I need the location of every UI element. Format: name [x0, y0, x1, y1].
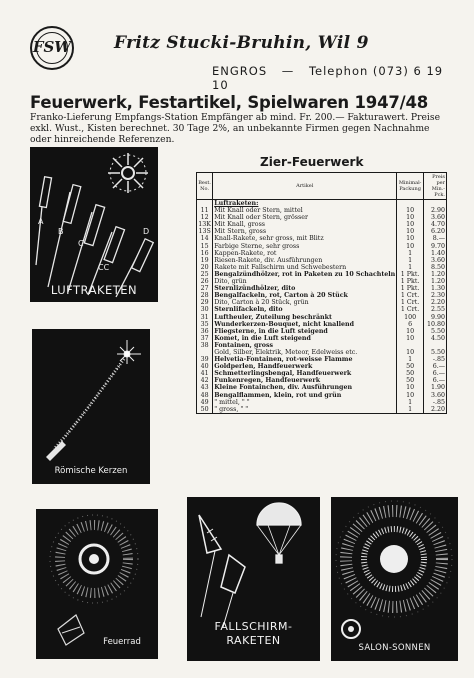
telephone: Telephon (073) 6 19 10	[212, 64, 444, 92]
salon-sun-drawing	[331, 497, 458, 661]
table-row	[197, 235, 447, 242]
cell-min: 10	[397, 235, 424, 242]
cell-nr: 26	[197, 278, 213, 285]
cell-article: Sternlifackeln, dito	[213, 306, 397, 313]
cell-min: 50	[397, 377, 424, 384]
rocket-letter-cc: CC	[98, 263, 110, 272]
cell-nr: 41	[197, 370, 213, 377]
cell-article: Mit Knall oder Stern, mittel	[213, 207, 397, 214]
company-name: Fritz Stucki-Bruhin, Wil 9	[114, 33, 369, 53]
sun-burst-icon	[336, 501, 452, 617]
logo-monogram: FSW	[32, 38, 72, 56]
table-row	[197, 392, 447, 399]
cell-price: 4.50	[423, 335, 446, 342]
cell-article: Funkenregen, Handfeuerwerk	[213, 377, 397, 384]
header-price: Preis per Min.-Pck.	[423, 173, 446, 200]
rocket-letter-d: D	[143, 227, 150, 236]
cell-article: Fliegsterne, in die Luft steigend	[213, 328, 397, 335]
cell-min: 50	[397, 370, 424, 377]
table-row	[197, 342, 447, 349]
table-row	[197, 356, 447, 363]
cell-price: 1.20	[423, 271, 446, 278]
table-row	[197, 370, 447, 377]
table-header-row	[197, 173, 447, 200]
cell-nr	[197, 349, 213, 356]
cell-nr: 38	[197, 342, 213, 349]
cell-nr: 15	[197, 243, 213, 250]
table-row	[197, 314, 447, 321]
cell-price: 2.20	[423, 299, 446, 306]
cell-nr: 43	[197, 384, 213, 391]
contact-line	[212, 64, 474, 92]
cell-price: 2.90	[423, 207, 446, 214]
cell-article: Wunderkerzen-Bouquet, nicht knallend	[213, 321, 397, 328]
cell-article: Fontainen, gross	[213, 342, 397, 349]
cell-nr: 11	[197, 207, 213, 214]
small-wheel-icon	[342, 620, 360, 638]
cell-nr: 28	[197, 292, 213, 299]
cell-price: 1.30	[423, 285, 446, 292]
cell-article: Kleine Fontainchen, div. Ausführungen	[213, 384, 397, 391]
cell-article: Bengalfackeln, rot, Carton à 20 Stück	[213, 292, 397, 299]
table-row	[197, 328, 447, 335]
cell-nr: 25	[197, 271, 213, 278]
header-article: Artikel	[213, 173, 397, 200]
cell-price: 9.70	[423, 243, 446, 250]
cell-min: 1	[397, 257, 424, 264]
table-row	[197, 299, 447, 306]
cell-article: Bengalzündhölzer, rot in Paketen zu 10 Schachteln	[214, 270, 396, 278]
roman-candle-drawing	[32, 329, 150, 484]
cell-article: Schmetterlingsbengal, Handfeuerwerk	[213, 370, 397, 377]
cell-article: Luftheuler, Zuteilung beschränkt	[213, 314, 397, 321]
table-row	[197, 399, 447, 406]
table-row	[197, 306, 447, 313]
cell-article: Mit Knall oder Stern, grösser	[213, 214, 397, 221]
cell-min: 1	[397, 406, 424, 414]
table-row	[197, 321, 447, 328]
rocket-letter-b: B	[58, 227, 64, 236]
cell-nr: 31	[197, 314, 213, 321]
table-row	[197, 278, 447, 285]
cell-price	[423, 342, 446, 349]
engros-label: ENGROS	[212, 64, 268, 78]
cell-nr: 42	[197, 377, 213, 384]
cell-nr: 49	[197, 399, 213, 406]
cell-nr: 39	[197, 356, 213, 363]
feuerrad-illustration	[36, 509, 158, 659]
cell-min: 100	[397, 314, 424, 321]
star-burst-icon	[117, 340, 141, 364]
table-row	[197, 221, 447, 228]
table-row	[197, 406, 447, 414]
cell-nr: 27	[197, 285, 213, 292]
rocket-sleeves	[199, 515, 245, 627]
table-row	[197, 228, 447, 235]
cell-min	[397, 200, 424, 208]
cell-article: Komet, in die Luft steigend	[213, 335, 397, 342]
cell-price: 6.—	[423, 377, 446, 384]
cell-price: 8.—	[423, 235, 446, 242]
cell-price: -.85	[423, 356, 446, 363]
table-row	[197, 257, 447, 264]
cell-min: 10	[397, 228, 424, 235]
cell-price: 8.50	[423, 264, 446, 271]
cell-price: 1.20	[423, 278, 446, 285]
cell-min: 1 Pkt.	[397, 285, 424, 292]
cell-article: Goldperlen, Handfeuerwerk	[213, 363, 397, 370]
cell-article: Knall-Rakete, sehr gross, mit Blitz	[213, 235, 397, 242]
price-table	[196, 172, 447, 414]
cell-min: 10	[397, 221, 424, 228]
cell-nr: 20	[197, 264, 213, 271]
cell-min: 1 Pkt.	[397, 278, 424, 285]
table-row	[197, 250, 447, 257]
fallschirm-caption-2: RAKETEN	[226, 634, 281, 647]
cell-price: 3.60	[423, 257, 446, 264]
table-row	[197, 335, 447, 342]
cell-article: Kappen-Rakete, rot	[213, 250, 397, 257]
cell-nr: 16	[197, 250, 213, 257]
table-row	[197, 200, 447, 208]
table-title: Zier-Feuerwerk	[260, 155, 364, 169]
rocket-letter-a: A	[38, 217, 44, 226]
cell-min: 10	[397, 384, 424, 391]
cell-article: " mittel, " "	[213, 399, 397, 406]
cell-article: Sternlizündhölzer, dito	[213, 285, 397, 292]
table-body	[197, 200, 447, 414]
cell-nr	[197, 200, 213, 208]
salon-caption: SALON-SONNEN	[358, 643, 431, 653]
table-row	[197, 377, 447, 384]
cell-min: 1	[397, 250, 424, 257]
feuerrad-caption: Feuerrad	[103, 637, 141, 647]
table-row	[197, 363, 447, 370]
cell-price: 6.—	[423, 370, 446, 377]
cell-article: Riesen-Rakete, div. Ausführungen	[213, 257, 397, 264]
cell-min: 10	[397, 328, 424, 335]
cell-min: 1 Pkt.	[397, 271, 424, 278]
cell-nr: 40	[197, 363, 213, 370]
cell-min: 1	[397, 399, 424, 406]
cell-price: 3.60	[423, 392, 446, 399]
salon-sonnen-illustration	[331, 497, 458, 661]
cell-article: Rakete mit Fallschirm und Schwebestern	[213, 264, 397, 271]
cell-nr: 30	[197, 306, 213, 313]
cell-price: -.85	[423, 399, 446, 406]
cell-min: 50	[397, 363, 424, 370]
cell-nr: 12	[197, 214, 213, 221]
cell-min: 10	[397, 392, 424, 399]
cell-article: Dito, Carton à 20 Stück, grün	[213, 299, 397, 306]
cell-article: Mit Stern, gross	[213, 228, 397, 235]
cell-price: 3.60	[423, 214, 446, 221]
cell-min: 1	[397, 264, 424, 271]
cell-price: 6.20	[423, 228, 446, 235]
cell-price: 2.30	[423, 292, 446, 299]
cell-nr: 13K	[198, 221, 211, 229]
burst-icon	[108, 153, 148, 193]
rocket-letter-c: C	[78, 239, 84, 248]
cell-article: Dito, grün	[213, 278, 397, 285]
roemische-caption: Römische Kerzen	[54, 466, 128, 476]
table-row	[197, 271, 447, 278]
rocket-sticks	[36, 177, 153, 297]
cell-min: 1 Crt.	[397, 299, 424, 306]
fallschirm-raketen-illustration	[187, 497, 320, 661]
cell-nr: 37	[197, 335, 213, 342]
cell-nr: 29	[197, 299, 213, 306]
luftraketen-caption: LUFTRAKETEN	[50, 283, 138, 297]
cell-nr: 13S	[198, 228, 211, 236]
cell-min: 10	[397, 243, 424, 250]
delivery-terms: Franko-Lieferung Empfangs-Station Empfänger ab mind. Fr. 200.— Fakturawert. Preise exkl. Wust., Kisten berechnet. 30 Tage 2%, an unbekannte Firmen gegen Nachnahme oder hinreichende Referenzen.	[30, 112, 441, 145]
cell-min: 1	[397, 356, 424, 363]
luftraketen-illustration	[30, 147, 158, 302]
cell-min: 10	[397, 349, 424, 356]
cell-price: 5.50	[423, 328, 446, 335]
cell-nr: 14	[197, 235, 213, 242]
cell-min: 6	[397, 321, 424, 328]
parachute-icon	[257, 503, 301, 563]
table-row	[197, 292, 447, 299]
table-row	[197, 243, 447, 250]
table-row	[197, 264, 447, 271]
separator-dash: —	[281, 64, 295, 78]
cell-price: 2.55	[423, 306, 446, 313]
cell-price: 9.90	[423, 314, 446, 321]
table-row	[197, 384, 447, 391]
cell-article: Gold, Silber, Elektrik, Meteor, Edelweiss etc.	[213, 349, 397, 356]
cell-article: " gross, " "	[213, 406, 397, 414]
cell-article: Farbige Sterne, sehr gross	[213, 243, 397, 250]
header-nr: Best. No.	[197, 173, 213, 200]
page-title: Feuerwerk, Festartikel, Spielwaren 1947/48	[30, 93, 429, 112]
fallschirm-caption-1: FALLSCHIRM-	[214, 620, 293, 633]
cell-article: Mit Knall, gross	[213, 221, 397, 228]
rockets-drawing	[30, 147, 158, 302]
table-row	[197, 207, 447, 214]
table-row	[197, 214, 447, 221]
cell-price: 10.80	[423, 321, 446, 328]
header-min: Minimal-Packung	[397, 173, 424, 200]
cell-nr: 48	[197, 392, 213, 399]
cell-nr: 19	[197, 257, 213, 264]
cell-min: 1 Crt.	[397, 292, 424, 299]
cell-min: 10	[397, 214, 424, 221]
wheel-icon	[50, 515, 138, 603]
table-row	[197, 349, 447, 356]
cell-nr: 35	[197, 321, 213, 328]
cell-article: Luftraketen:	[213, 200, 397, 208]
cell-price: 1.40	[423, 250, 446, 257]
cell-price: 1.90	[423, 384, 446, 391]
cell-min	[397, 342, 424, 349]
company-logo	[30, 26, 74, 70]
cell-min: 10	[397, 207, 424, 214]
cell-price: 5.50	[423, 349, 446, 356]
cell-price: 2.20	[423, 406, 446, 414]
cell-article: Bengalflammen, klein, rot und grün	[213, 392, 397, 399]
cell-min: 10	[397, 335, 424, 342]
cell-price	[423, 200, 446, 208]
cell-min: 1 Crt.	[397, 306, 424, 313]
cell-nr: 50	[197, 406, 213, 414]
cell-nr: 36	[197, 328, 213, 335]
cell-price: 6.—	[423, 363, 446, 370]
table-row	[197, 285, 447, 292]
cell-article: Helvetia-Fontainen, rot-weisse Flamme	[213, 356, 397, 363]
cell-price: 4.70	[423, 221, 446, 228]
roemische-kerzen-illustration	[32, 329, 150, 484]
